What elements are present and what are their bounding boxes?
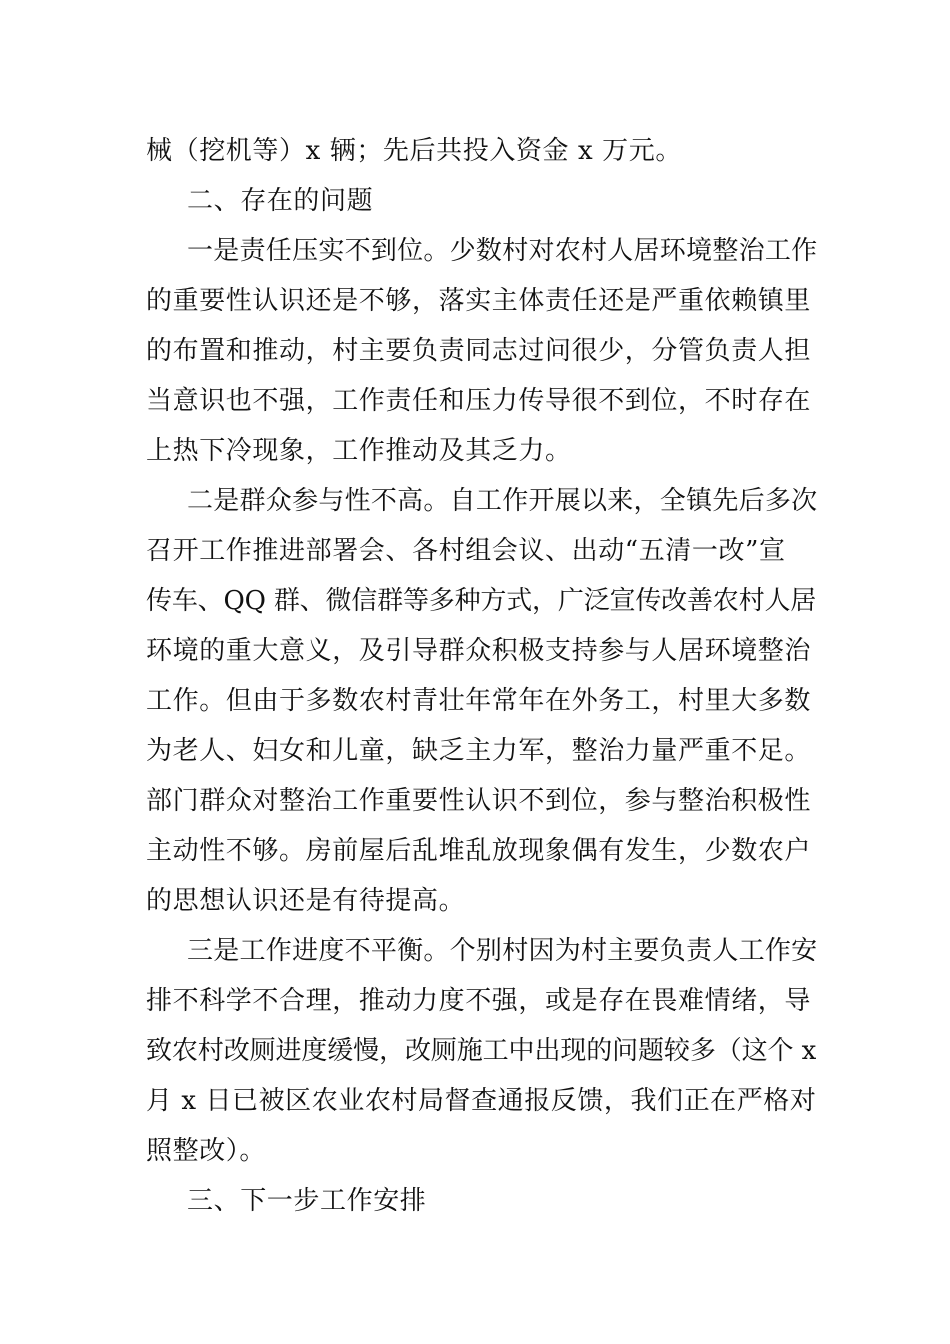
paragraph-line: 环境的重大意义，及引导群众积极支持参与人居环境整治 bbox=[146, 636, 812, 666]
paragraph-line: 工作。但由于多数农村青壮年常年在外务工，村里大多数 bbox=[146, 686, 812, 716]
paragraph-line: 的重要性认识还是不够，落实主体责任还是严重依赖镇里 bbox=[146, 286, 812, 316]
paragraph-line: 照整改）。 bbox=[146, 1136, 267, 1166]
paragraph-line: 一是责任压实不到位。少数村对农村人居环境整治工作 bbox=[187, 236, 818, 266]
paragraph-line: 传车、QQ 群、微信群等多种方式，广泛宣传改善农村人居 bbox=[146, 586, 817, 616]
paragraph-line: 部门群众对整治工作重要性认识不到位，参与整治积极性 bbox=[146, 786, 812, 816]
paragraph-line: 召开工作推进部署会、各村组会议、出动“五清一改”宣 bbox=[146, 536, 786, 566]
paragraph-line: 的思想认识还是有待提高。 bbox=[146, 886, 466, 916]
section-heading: 三、下一步工作安排 bbox=[187, 1186, 427, 1216]
paragraph-line: 主动性不够。房前屋后乱堆乱放现象偶有发生，少数农户 bbox=[146, 836, 812, 866]
paragraph-line: 三是工作进度不平衡。个别村因为村主要负责人工作安 bbox=[187, 936, 818, 966]
paragraph-line: 月 x 日已被区农业农村局督查通报反馈，我们正在严格对 bbox=[146, 1086, 817, 1116]
paragraph-line: 上热下冷现象，工作推动及其乏力。 bbox=[146, 436, 572, 466]
section-heading: 二、存在的问题 bbox=[187, 186, 374, 216]
paragraph-line: 的布置和推动，村主要负责同志过问很少，分管负责人担 bbox=[146, 336, 812, 366]
paragraph-line: 为老人、妇女和儿童，缺乏主力军，整治力量严重不足。 bbox=[146, 736, 812, 766]
paragraph-line: 械（挖机等）x 辆；先后共投入资金 x 万元。 bbox=[146, 136, 682, 166]
paragraph-line: 当意识也不强，工作责任和压力传导很不到位，不时存在 bbox=[146, 386, 812, 416]
paragraph-line: 致农村改厕进度缓慢，改厕施工中出现的问题较多（这个 x bbox=[146, 1036, 817, 1066]
paragraph-line: 二是群众参与性不高。自工作开展以来，全镇先后多次 bbox=[187, 486, 818, 516]
paragraph-line: 排不科学不合理，推动力度不强，或是存在畏难情绪，导 bbox=[146, 986, 812, 1016]
